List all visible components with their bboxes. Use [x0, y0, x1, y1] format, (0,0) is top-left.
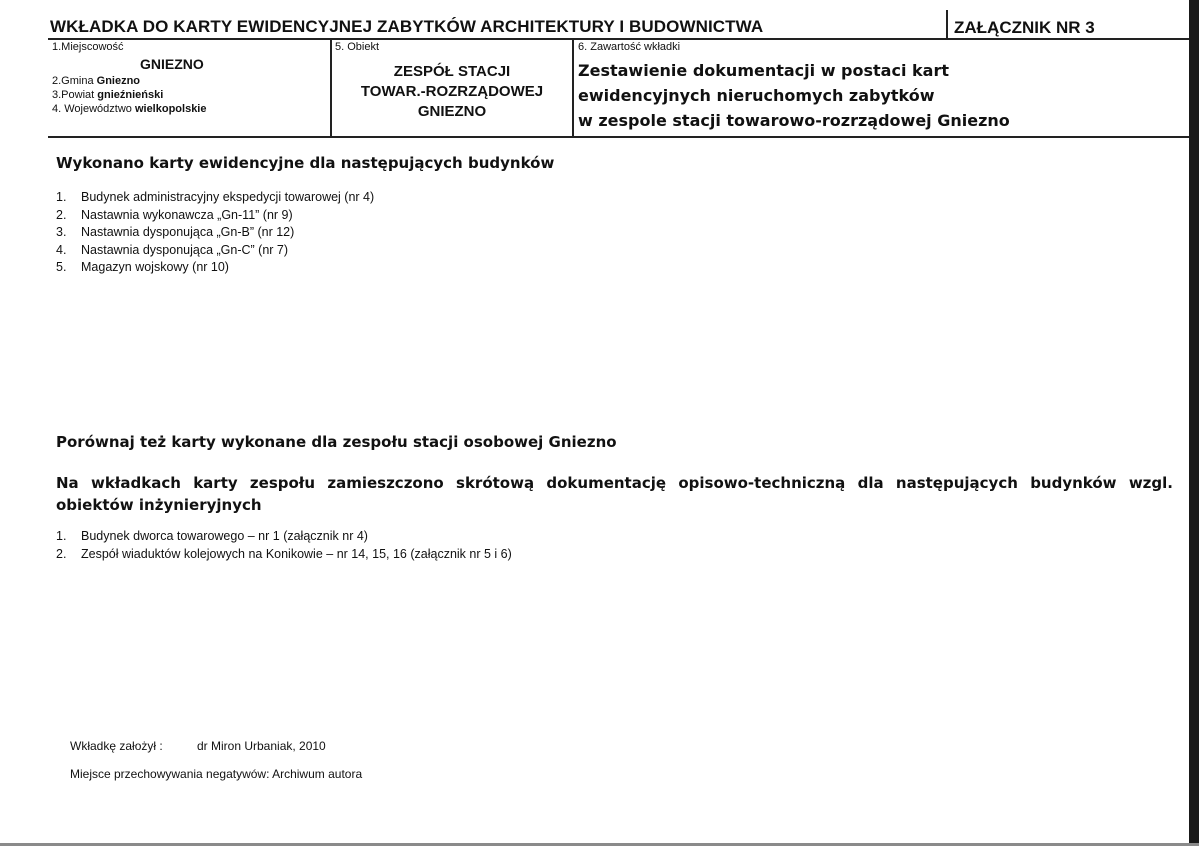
list-number: 5. [56, 260, 67, 274]
contents-label: 6. Zawartość wkładki [578, 41, 681, 53]
list-number: 2. [56, 546, 67, 561]
voivodeship-value: wielkopolskie [134, 103, 207, 115]
list-item [56, 528, 512, 546]
object-name [334, 62, 570, 122]
powiat-label: 3.Powiat [52, 89, 98, 101]
gmina-label: 2.Gmina [52, 75, 97, 87]
section-heading-cards: Wykonano karty ewidencyjne dla następujących budynków [56, 154, 555, 172]
list-text: Magazyn wojskowy (nr 10) [81, 260, 229, 274]
object-label: 5. Obiekt [335, 41, 380, 53]
list-number: 4. [56, 242, 67, 257]
founder-label: Wkładkę założył : [70, 739, 163, 753]
section-heading-compare: Porównaj też karty wykonane dla zespołu stacji osobowej Gniezno [56, 433, 617, 451]
list-item [56, 546, 512, 564]
list-text: Budynek administracyjny ekspedycji towarowej (nr 4) [81, 190, 375, 204]
insert-document-list [56, 528, 512, 563]
document-title: WKŁADKA DO KARTY EWIDENCYJNEJ ZABYTKÓW ARCHITEKTURY I BUDOWNICTWA [50, 17, 764, 36]
annex-number: ZAŁĄCZNIK NR 3 [954, 18, 1095, 37]
gmina-value: Gniezno [96, 75, 141, 87]
list-number: 2. [56, 207, 67, 222]
voivodeship-field [52, 103, 206, 115]
powiat-value: gnieźnieński [97, 89, 164, 101]
contents-description [578, 58, 1010, 133]
object-name-line: TOWAR.-ROZRZĄDOWEJ [360, 83, 544, 100]
powiat-field [52, 89, 163, 101]
list-text: Nastawnia wykonawcza „Gn-11” (nr 9) [81, 207, 293, 222]
list-text: Zespół wiaduktów kolejowych na Konikowie – nr 14, 15, 16 (załącznik nr 5 i 6) [81, 546, 512, 561]
list-item [56, 207, 374, 225]
contents-line: Zestawienie dokumentacji w postaci kart [578, 61, 949, 80]
list-text: Budynek dworca towarowego – nr 1 (załącznik nr 4) [81, 529, 368, 543]
list-number: 3. [56, 225, 67, 239]
gmina-field [52, 75, 140, 87]
grid-divider-2 [572, 40, 574, 136]
list-item [56, 224, 374, 242]
list-text: Nastawnia dysponująca „Gn-B” (nr 12) [81, 225, 295, 239]
building-card-list [56, 189, 374, 277]
list-item [56, 189, 374, 207]
voivodeship-label: 4. Województwo [52, 103, 135, 115]
negatives-storage: Miejsce przechowywania negatywów: Archiwum autora [70, 767, 363, 781]
object-name-line: ZESPÓŁ STACJI [393, 63, 511, 80]
location-town: GNIEZNO [140, 56, 204, 72]
list-number: 1. [56, 529, 67, 543]
contents-line: w zespole stacji towarowo-rozrządowej Gniezno [578, 111, 1010, 130]
object-name-line: GNIEZNO [417, 103, 487, 120]
list-text: Nastawnia dysponująca „Gn-C” (nr 7) [81, 242, 289, 257]
contents-line: ewidencyjnych nieruchomych zabytków [578, 86, 935, 105]
annex-divider [946, 10, 948, 39]
list-item [56, 259, 374, 277]
list-item [56, 242, 374, 260]
list-number: 1. [56, 190, 67, 204]
section-heading-inserts: Na wkładkach karty zespołu zamieszczono skrótową dokumentację opisowo-techniczną dla następujących budynków wzgl. obiektów inżynieryjnych [56, 474, 1173, 514]
grid-divider-1 [330, 40, 332, 136]
location-label: 1.Miejscowość [52, 41, 124, 53]
scan-edge-right [1189, 0, 1199, 846]
founder-value: dr Miron Urbaniak, 2010 [197, 739, 326, 753]
